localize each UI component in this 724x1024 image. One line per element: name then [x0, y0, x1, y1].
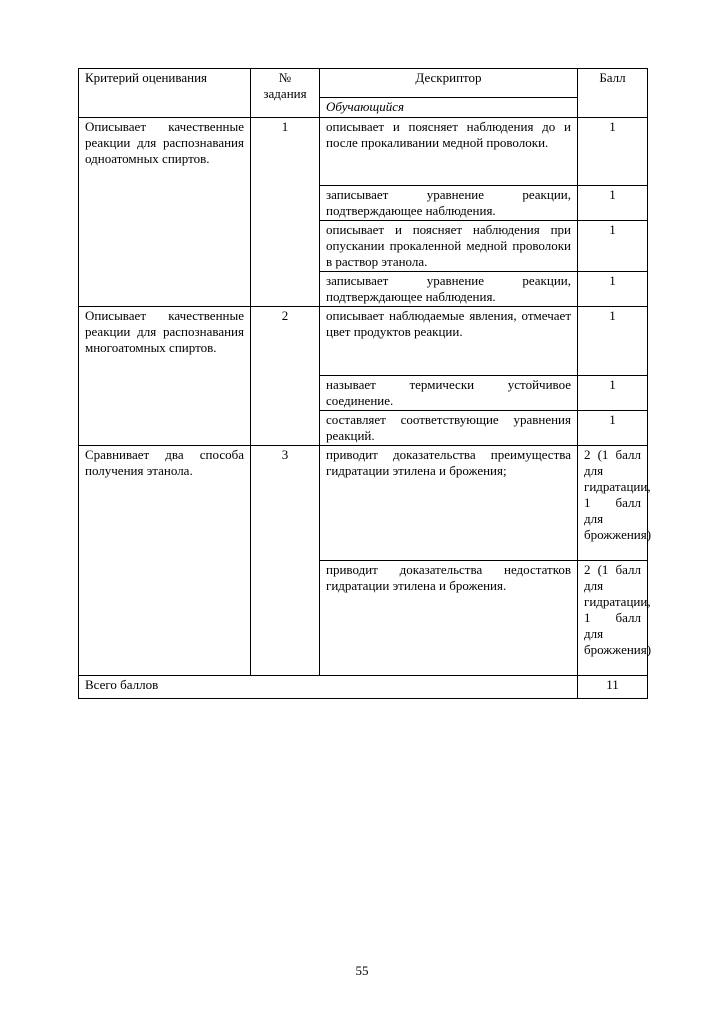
descriptor-cell: описывает и поясняет наблюдения при опускании прокаленной медной проволоки в раствор этанола.	[320, 221, 578, 272]
descriptor-cell: описывает и поясняет наблюдения до и после прокаливании медной проволоки.	[320, 118, 578, 186]
descriptor-cell: записывает уравнение реакции, подтверждающее наблюдения.	[320, 272, 578, 307]
header-criterion: Критерий оценивания	[79, 69, 251, 118]
score-cell: 1	[578, 411, 648, 446]
assessment-table	[78, 68, 652, 699]
score-cell: 2 (1 балл для гидратации, 1 балл для брожжения)	[578, 446, 648, 561]
header-row	[79, 69, 648, 98]
score-cell: 2 (1 балл для гидратации, 1 балл для брожжения)	[578, 561, 648, 676]
descriptor-cell: приводит доказательства преимущества гидратации этилена и брожения;	[320, 446, 578, 561]
header-learner: Обучающийся	[320, 98, 578, 118]
descriptor-cell: называет термически устойчивое соединение.	[320, 376, 578, 411]
score-cell: 1	[578, 307, 648, 376]
task-number-cell: 1	[251, 118, 320, 307]
score-cell: 1	[578, 376, 648, 411]
task-number-cell: 3	[251, 446, 320, 676]
score-cell: 1	[578, 118, 648, 186]
score-cell: 1	[578, 272, 648, 307]
header-score: Балл	[578, 69, 648, 118]
total-label: Всего баллов	[79, 676, 578, 699]
criterion-cell: Сравнивает два способа получения этанола.	[79, 446, 251, 676]
descriptor-cell: записывает уравнение реакции, подтверждающее наблюдения.	[320, 186, 578, 221]
criterion-cell: Описывает качественные реакции для распознавания одноатомных спиртов.	[79, 118, 251, 307]
descriptor-cell: приводит доказательства недостатков гидратации этилена и брожения.	[320, 561, 578, 676]
total-value: 11	[578, 676, 648, 699]
total-row	[79, 676, 648, 699]
score-cell: 1	[578, 221, 648, 272]
header-descriptor: Дескриптор	[320, 69, 578, 98]
table-row	[79, 118, 648, 186]
descriptor-cell: составляет соответствующие уравнения реакций.	[320, 411, 578, 446]
page-number: 55	[355, 963, 369, 978]
descriptor-cell: описывает наблюдаемые явления, отмечает цвет продуктов реакции.	[320, 307, 578, 376]
table-row	[79, 446, 648, 561]
criterion-cell: Описывает качественные реакции для распознавания многоатомных спиртов.	[79, 307, 251, 446]
header-task-number: № задания	[251, 69, 320, 118]
table-row	[79, 307, 648, 376]
task-number-cell: 2	[251, 307, 320, 446]
score-cell: 1	[578, 186, 648, 221]
